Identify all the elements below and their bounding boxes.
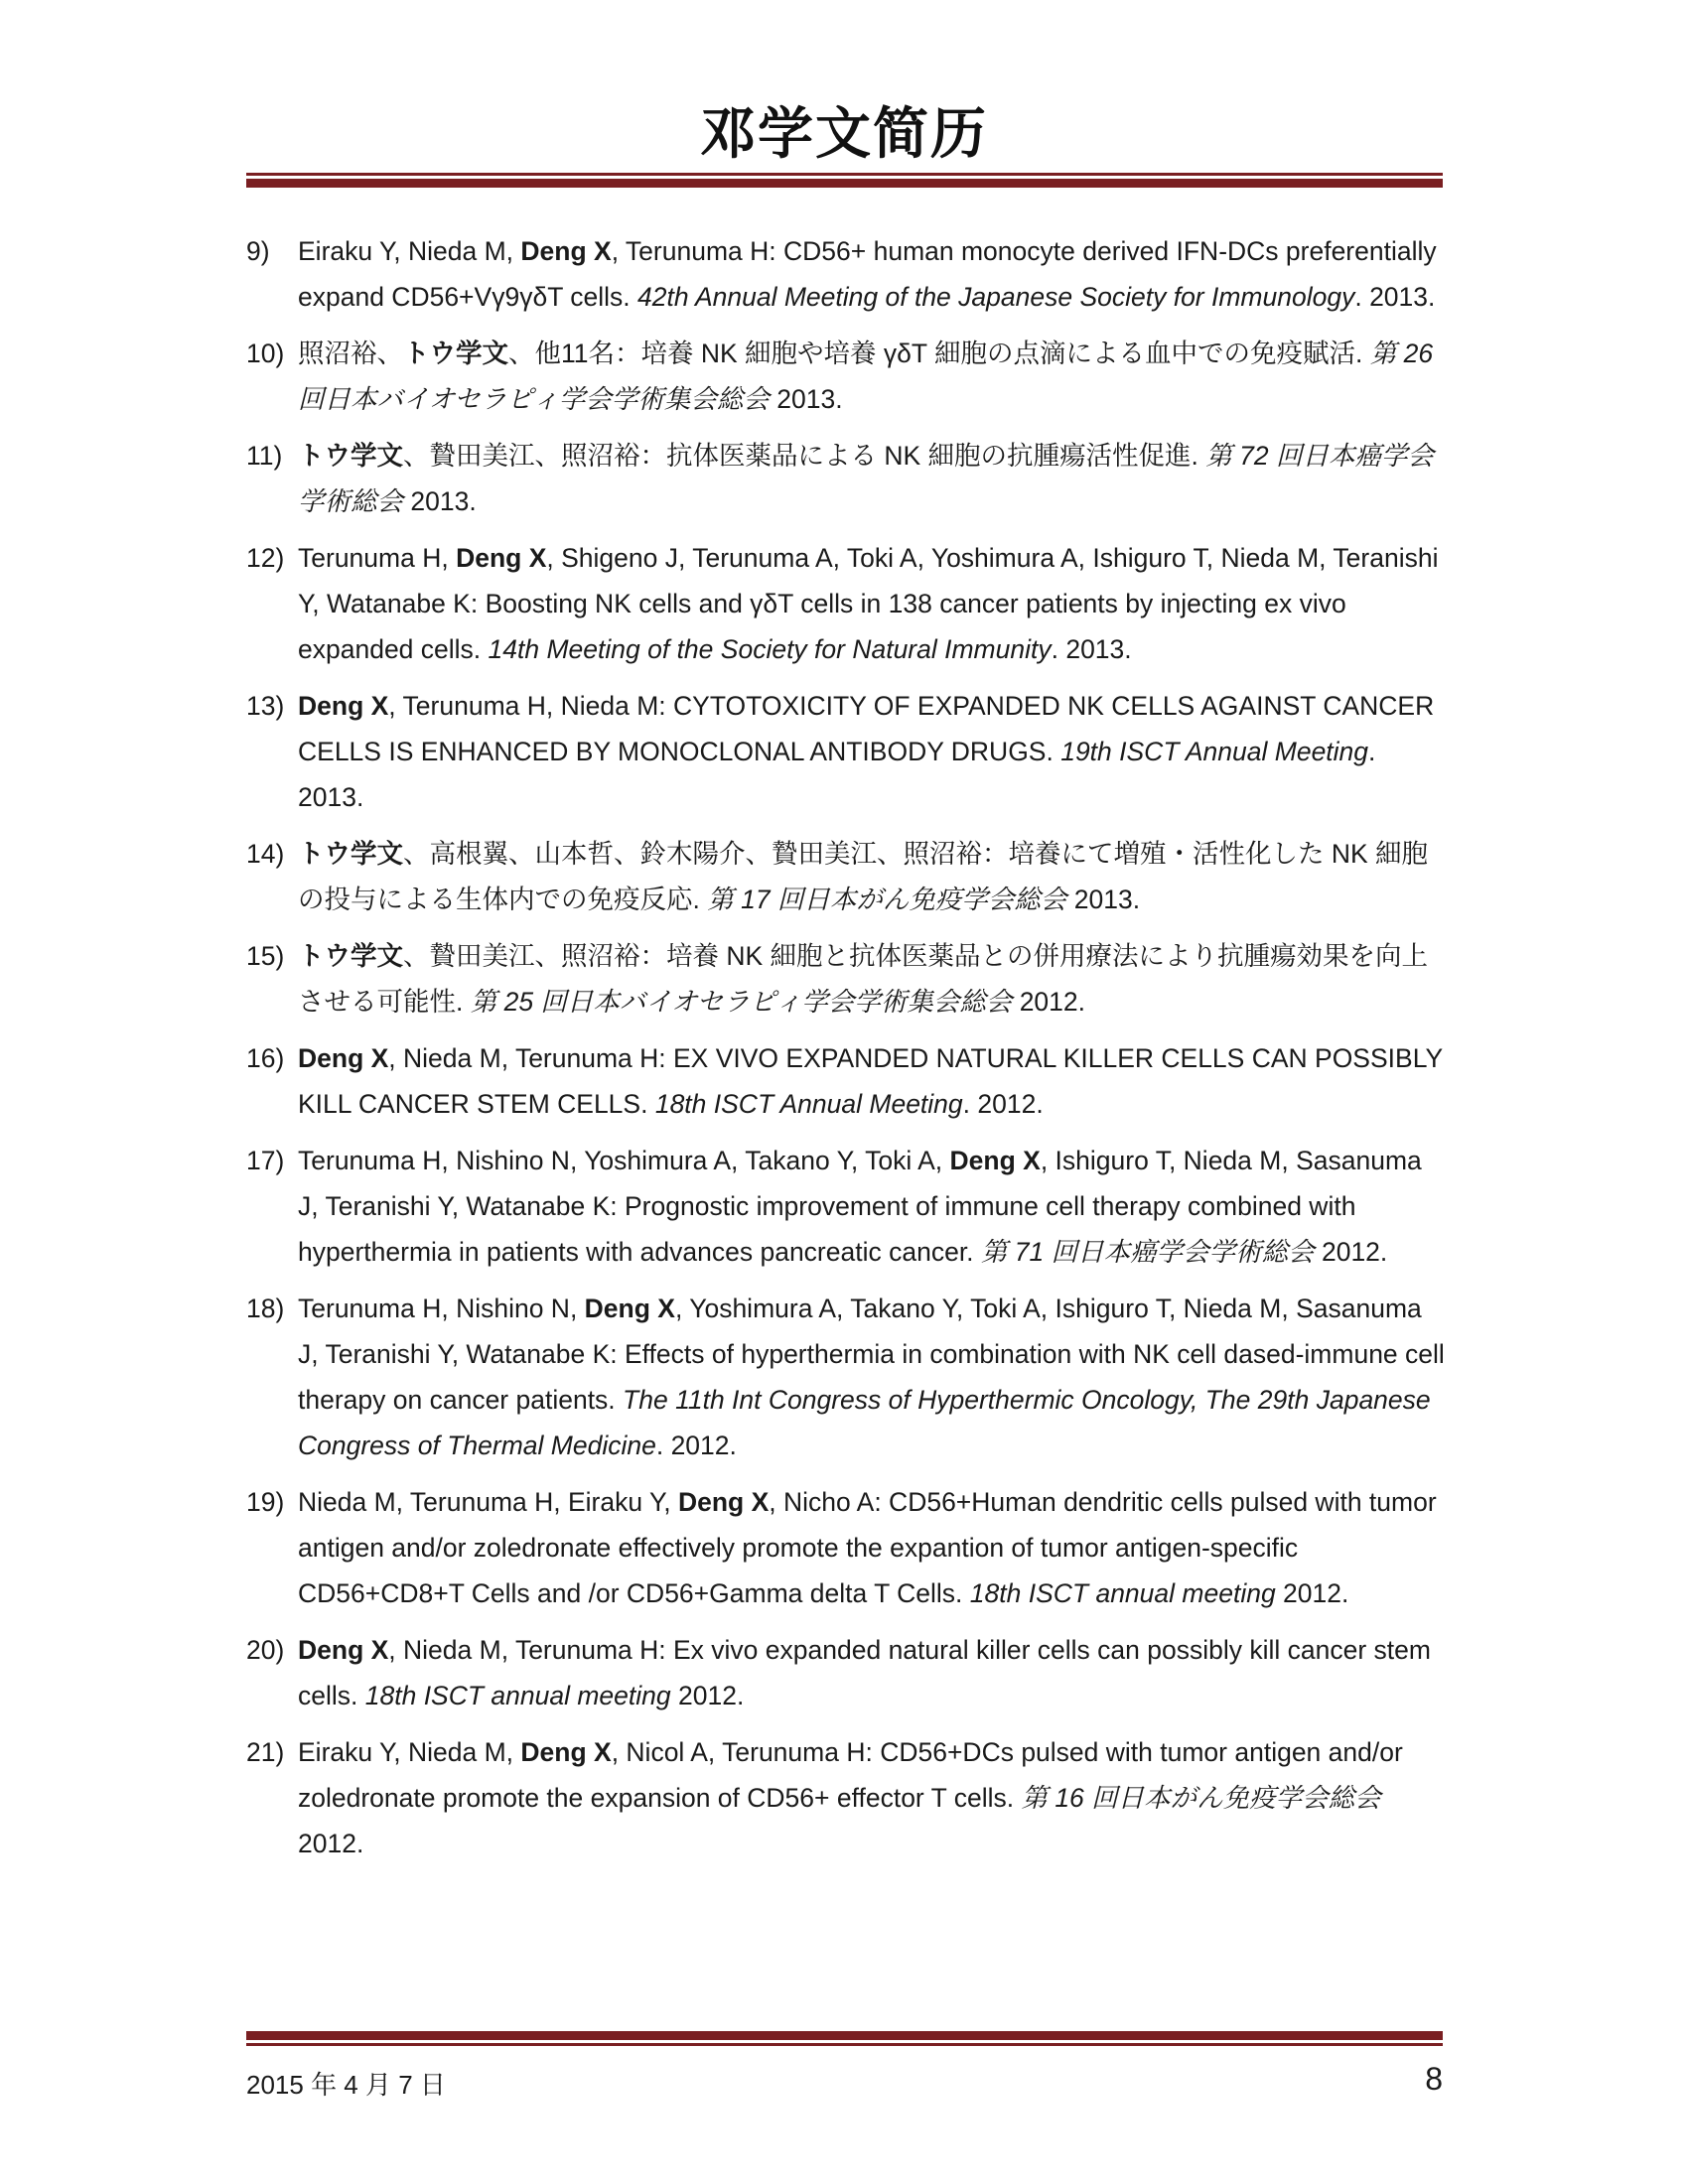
reference-run: 、高根翼、山本哲、鈴木陽介、贄田美江、照沼裕：培養にて増殖・活性化した NK 細胞の投与による生体内での免疫反応. <box>298 839 1429 914</box>
reference-number: 16) <box>246 1043 285 1073</box>
reference-item <box>246 1627 1448 1718</box>
reference-item <box>246 1035 1448 1127</box>
footer-date: 2015 年 4 月 7 日 <box>246 2070 446 2100</box>
author-highlight: Deng X <box>520 1737 612 1767</box>
reference-text <box>298 941 1428 1017</box>
reference-text <box>298 1146 1422 1267</box>
reference-number: 13) <box>246 691 285 721</box>
reference-run: Terunuma H, Nishino N, <box>298 1294 585 1323</box>
reference-run: 照沼裕、 <box>298 339 403 368</box>
reference-run: , Nicho A: CD56+Human dendritic cells pulsed with tumor antigen and/or zoledronate effectively promote the expantion of tumor antigen-specific CD56+CD8+T Cells and /or CD56+Gamma delta T Cells. <box>298 1487 1437 1608</box>
reference-run: 、贄田美江、照沼裕：培養 NK 細胞と抗体医薬品との併用療法により抗腫瘍効果を向上させる可能性. <box>298 941 1429 1017</box>
reference-run: 2013. <box>769 384 843 414</box>
venue-title: 第 25 回日本バイオセラピィ学会学術集会総会 <box>470 987 1013 1017</box>
footer-divider <box>246 2031 1443 2046</box>
reference-text <box>298 1487 1437 1608</box>
reference-run: 2013. <box>403 486 477 516</box>
reference-run: . 2013. <box>1354 282 1436 312</box>
venue-title: The 11th Int Congress of Hyperthermic Oncology, The 29th Japanese Congress of Thermal Medicine <box>298 1385 1431 1460</box>
venue-title: 14th Meeting of the Society for Natural Immunity <box>488 634 1052 664</box>
author-highlight: Deng X <box>677 1487 770 1517</box>
reference-run: , Ishiguro T, Nieda M, Sasanuma J, Teranishi Y, Watanabe K: Prognostic improvement of immune cell therapy combined with hyperthermia in patients with advances pancreatic cancer. <box>298 1146 1422 1267</box>
reference-run: 、他11名：培養 NK 細胞や培養 γδT 細胞の点滴による血中での免疫賦活. <box>508 339 1370 368</box>
venue-title: 第 26 回日本バイオセラピィ学会学術集会総会 <box>298 339 1434 414</box>
venue-title: 18th ISCT Annual Meeting <box>654 1089 963 1119</box>
reference-run: Terunuma H, Nishino N, Yoshimura A, Takano Y, Toki A, <box>298 1146 950 1175</box>
author-highlight: Deng X <box>949 1146 1041 1175</box>
reference-run: , Nicol A, Terunuma H: CD56+DCs pulsed with tumor antigen and/or zoledronate promote the expansion of CD56+ effector T cells. <box>298 1737 1403 1813</box>
reference-number: 14) <box>246 839 285 869</box>
venue-title: 19th ISCT Annual Meeting <box>1060 737 1369 766</box>
reference-item <box>246 1286 1448 1468</box>
reference-item <box>246 831 1448 922</box>
venue-title: 第 16 回日本がん免疫学会総会 <box>1021 1783 1381 1813</box>
author-highlight: トウ学文 <box>298 941 403 971</box>
reference-run: , Terunuma H: CD56+ human monocyte derived IFN-DCs preferentially expand CD56+Vγ9γδT cells. <box>298 236 1437 312</box>
venue-title: 18th ISCT annual meeting <box>364 1681 671 1710</box>
reference-run: 2012. <box>298 1829 364 1858</box>
reference-text <box>298 441 1434 516</box>
author-highlight: トウ学文 <box>298 441 403 471</box>
reference-number: 21) <box>246 1737 285 1767</box>
author-highlight: Deng X <box>298 1635 389 1665</box>
header-divider <box>246 173 1443 188</box>
reference-number: 17) <box>246 1146 285 1175</box>
reference-item <box>246 683 1448 820</box>
reference-item <box>246 1729 1448 1866</box>
reference-run: , Shigeno J, Terunuma A, Toki A, Yoshimura A, Ishiguro T, Nieda M, Teranishi Y, Watanabe K: Boosting NK cells and γδT cells in 138 cancer patients by injecting ex vivo expanded cells. <box>298 543 1439 664</box>
reference-run: . 2013. <box>1051 634 1132 664</box>
reference-number: 12) <box>246 543 285 573</box>
reference-run: , Nieda M, Terunuma H: Ex vivo expanded natural killer cells can possibly kill cancer stem cells. <box>298 1635 1431 1710</box>
author-highlight: Deng X <box>584 1294 675 1323</box>
reference-run: 2012. <box>670 1681 745 1710</box>
author-highlight: Deng X <box>520 236 612 266</box>
author-highlight: Deng X <box>298 691 389 721</box>
reference-text <box>298 839 1428 914</box>
reference-item <box>246 535 1448 672</box>
reference-text <box>298 1294 1445 1460</box>
reference-run: Nieda M, Terunuma H, Eiraku Y, <box>298 1487 678 1517</box>
reference-number: 18) <box>246 1294 285 1323</box>
reference-number: 15) <box>246 941 285 971</box>
reference-run: 2012. <box>1275 1578 1349 1608</box>
reference-text <box>298 1635 1431 1710</box>
venue-title: 42th Annual Meeting of the Japanese Society for Immunology <box>637 282 1355 312</box>
author-highlight: Deng X <box>456 543 547 573</box>
reference-text <box>298 1043 1443 1119</box>
reference-run: . 2012. <box>655 1431 737 1460</box>
author-highlight: トウ学文 <box>403 339 508 368</box>
reference-item <box>246 433 1448 524</box>
author-highlight: トウ学文 <box>298 839 403 869</box>
reference-number: 19) <box>246 1487 285 1517</box>
reference-run: 2012. <box>1314 1237 1388 1267</box>
reference-run: Terunuma H, <box>298 543 457 573</box>
reference-text <box>298 1737 1403 1858</box>
reference-item <box>246 1479 1448 1616</box>
reference-run: 、贄田美江、照沼裕：抗体医薬品による NK 細胞の抗腫瘍活性促進. <box>403 441 1206 471</box>
reference-number: 9) <box>246 236 270 266</box>
reference-run: 2013. <box>1066 885 1141 914</box>
reference-number: 10) <box>246 339 285 368</box>
reference-run: Eiraku Y, Nieda M, <box>298 1737 521 1767</box>
page-number: 8 <box>1425 2061 1443 2097</box>
reference-item <box>246 331 1448 422</box>
reference-number: 11) <box>246 441 283 471</box>
reference-item <box>246 933 1448 1024</box>
reference-run: . 2012. <box>962 1089 1044 1119</box>
reference-list <box>246 228 1448 1877</box>
venue-title: 第 72 回日本癌学会学術総会 <box>298 441 1434 516</box>
reference-text <box>298 339 1433 414</box>
reference-run: , Terunuma H, Nieda M: CYTOTOXICITY OF EXPANDED NK CELLS AGAINST CANCER CELLS IS ENHANCED BY MONOCLONAL ANTIBODY DRUGS. <box>298 691 1435 766</box>
reference-text <box>298 236 1437 312</box>
reference-run: , Nieda M, Terunuma H: EX VIVO EXPANDED NATURAL KILLER CELLS CAN POSSIBLY KILL CANCER STEM CELLS. <box>298 1043 1443 1119</box>
reference-run: 2012. <box>1012 987 1086 1017</box>
venue-title: 第 71 回日本癌学会学術総会 <box>980 1237 1315 1267</box>
reference-run: . 2013. <box>298 737 1376 812</box>
reference-text <box>298 691 1434 812</box>
reference-text <box>298 543 1438 664</box>
venue-title: 18th ISCT annual meeting <box>969 1578 1276 1608</box>
reference-item <box>246 228 1448 320</box>
reference-run: Eiraku Y, Nieda M, <box>298 236 521 266</box>
reference-run: , Yoshimura A, Takano Y, Toki A, Ishiguro T, Nieda M, Sasanuma J, Teranishi Y, Watanabe K: Effects of hyperthermia in combination with NK cell dased-immune cell therapy on cancer patients. <box>298 1294 1445 1415</box>
page-title: 邓学文简历 <box>700 101 988 167</box>
venue-title: 第 17 回日本がん免疫学会総会 <box>707 885 1067 914</box>
author-highlight: Deng X <box>298 1043 389 1073</box>
reference-number: 20) <box>246 1635 285 1665</box>
reference-item <box>246 1138 1448 1275</box>
